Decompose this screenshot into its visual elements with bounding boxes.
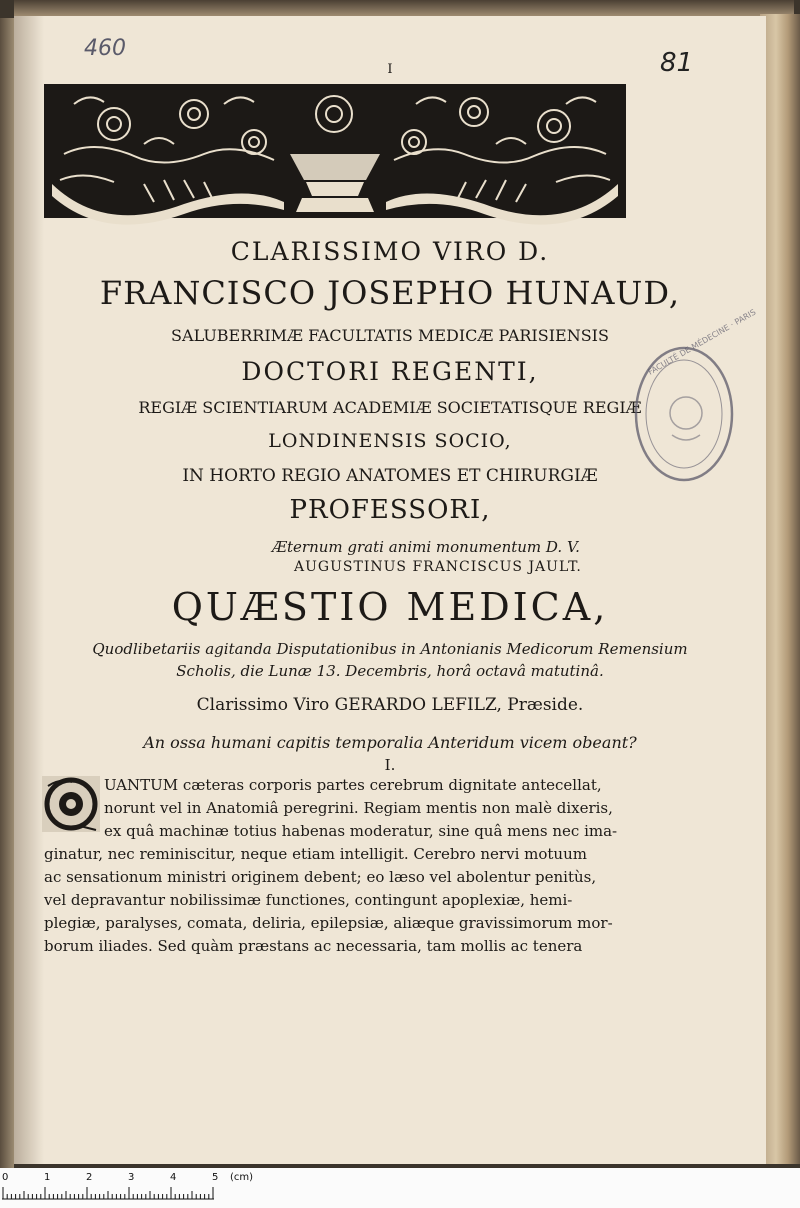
woodcut-ornament [44,84,626,218]
body-line-6: vel depravantur nobilissimæ functiones, contingunt apoplexiæ, hemi- [44,891,573,909]
question-line: An ossa humani capitis temporalia Anteridum vicem obeant? [143,733,637,752]
section-number: I. [384,756,396,774]
ruler-label-5: 5 [212,1172,219,1183]
ruler-label-3: 3 [128,1172,135,1183]
body-line-4: ginatur, nec reminiscitur, neque etiam intelligit. Cerebro nervi motuum [44,845,587,863]
quaestio-subtitle-2: Scholis, die Lunæ 13. Decembris, horâ octavâ matutinâ. [176,662,604,680]
decorated-initial-q [42,776,100,832]
body-line-8: borum iliades. Sed quàm præstans ac necessaria, tam mollis ac tenera [44,937,583,955]
quaestio-subtitle-1: Quodlibetariis agitanda Disputationibus in Antonianis Medicorum Remensium [92,640,688,658]
library-stamp [632,307,758,485]
dedication-line-7: IN HORTO REGIO ANATOMES ET CHIRURGIÆ [182,466,598,486]
ruler-label-2: 2 [86,1172,93,1183]
dedication-line-5: REGIÆ SCIENTIARUM ACADEMIÆ SOCIETATISQUE REGIÆ [138,398,642,417]
dedication-line-4: DOCTORI REGENTI, [241,357,539,386]
book-fore-edge [760,14,800,1164]
book-spine-edge [0,18,14,1168]
ruler-label-4: 4 [170,1172,177,1183]
body-line-2: norunt vel in Anatomiâ peregrini. Regiam mentis non malè dixeris, [104,799,613,817]
signature-line-2: AUGUSTINUS FRANCISCUS JAULT. [294,559,582,575]
body-line-5: ac sensationum ministri originem debent; eo læso vel abolentur penitùs, [44,868,597,886]
dedication-name: FRANCISCO JOSEPHO HUNAUD, [99,274,681,312]
svg-text:FACULTÉ DE MÉDECINE · PARIS: FACULTÉ DE MÉDECINE · PARIS [646,307,758,377]
body-line-3: ex quâ machinæ totius habenas moderatur, sine quâ mens nec ima- [104,822,618,840]
dedication-line-1: CLARISSIMO VIRO D. [230,237,550,266]
folio-number: 81 [660,48,694,78]
ruler-label-1: 1 [44,1172,51,1183]
pencil-shelf-note: 460 [84,36,126,61]
ruler-unit: (cm) [230,1172,254,1183]
dedication-line-8: PROFESSORI, [289,495,491,525]
dedication-line-3: SALUBERRIMÆ FACULTATIS MEDICÆ PARISIENSIS [171,326,609,345]
ruler-label-0: 0 [2,1172,9,1183]
page-number: I [387,62,393,77]
ruler-ticks [2,1186,218,1200]
dedication-line-6: LONDINENSIS SOCIO, [268,430,512,452]
signature-line-1: Æternum grati animi monumentum D. V. [272,538,580,556]
quaestio-title: QUÆSTIO MEDICA, [171,585,609,629]
body-line-1: UANTUM cæteras corporis partes cerebrum dignitate antecellat, [104,776,602,794]
body-line-7: plegiæ, paralyses, comata, deliria, epilepsiæ, aliæque gravissimorum mor- [44,914,613,932]
praeses-line: Clarissimo Viro GERARDO LEFILZ, Præside. [196,695,584,715]
